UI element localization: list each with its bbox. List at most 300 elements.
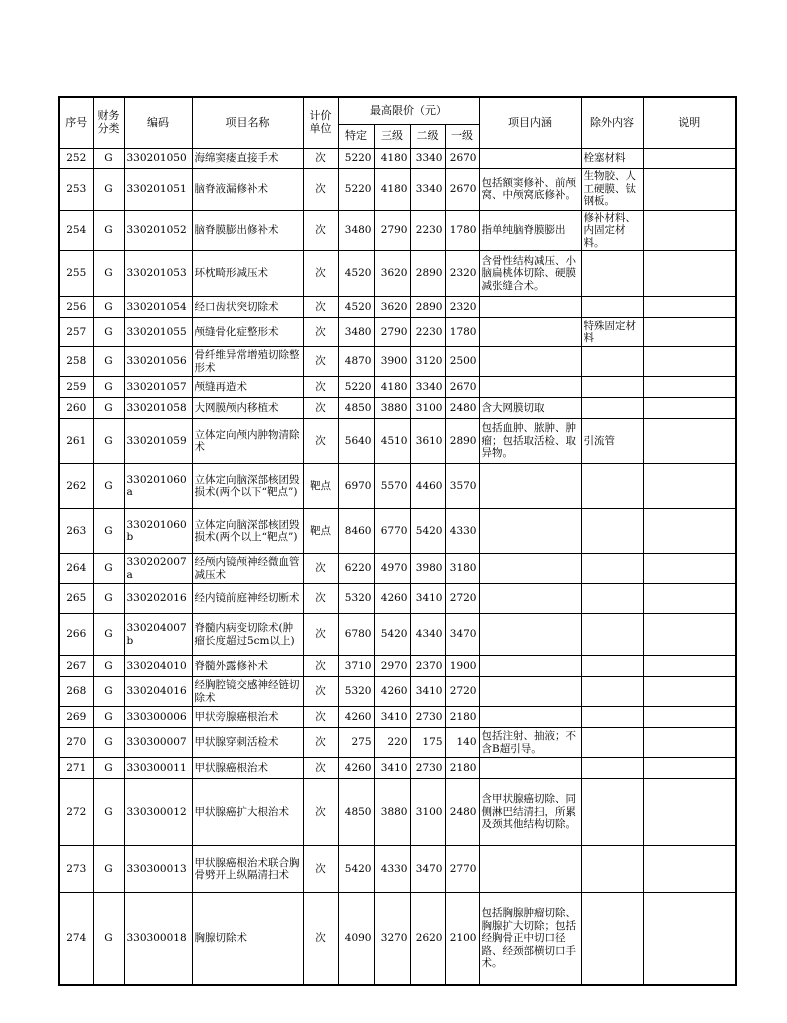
seq-cell: 262 bbox=[59, 464, 93, 509]
category-cell: G bbox=[93, 148, 124, 168]
code-cell: 330201060a bbox=[124, 464, 192, 509]
header-name: 项目名称 bbox=[192, 97, 303, 148]
price-tier2-cell: 3340 bbox=[410, 377, 445, 398]
note-cell bbox=[643, 728, 736, 758]
price-tier3-cell: 3270 bbox=[374, 893, 410, 985]
header-code: 编码 bbox=[124, 97, 192, 148]
note-cell bbox=[643, 210, 736, 251]
unit-cell: 次 bbox=[303, 347, 338, 377]
code-cell: 330201054 bbox=[124, 297, 192, 318]
content-cell bbox=[479, 554, 581, 584]
price-tier1-cell: 2720 bbox=[445, 584, 479, 614]
table-body bbox=[59, 148, 736, 985]
note-cell bbox=[643, 779, 736, 846]
price-tier1-cell: 2720 bbox=[445, 677, 479, 707]
price-special-cell: 8460 bbox=[338, 509, 374, 554]
price-tier3-cell: 3620 bbox=[374, 251, 410, 297]
table-row bbox=[59, 728, 736, 758]
price-tier2-cell: 2730 bbox=[410, 758, 445, 779]
price-tier2-cell: 2890 bbox=[410, 297, 445, 318]
note-cell bbox=[643, 419, 736, 464]
category-cell: G bbox=[93, 210, 124, 251]
price-tier1-cell: 140 bbox=[445, 728, 479, 758]
exclusion-cell bbox=[581, 677, 643, 707]
price-tier1-cell: 4330 bbox=[445, 509, 479, 554]
exclusion-cell bbox=[581, 656, 643, 677]
price-tier2-cell: 3120 bbox=[410, 347, 445, 377]
category-cell: G bbox=[93, 347, 124, 377]
table-row bbox=[59, 377, 736, 398]
exclusion-cell bbox=[581, 297, 643, 318]
exclusion-cell bbox=[581, 554, 643, 584]
exclusion-cell bbox=[581, 728, 643, 758]
price-tier2-cell: 5420 bbox=[410, 509, 445, 554]
name-cell: 经胸腔镜交感神经链切除术 bbox=[192, 677, 303, 707]
price-tier2-cell: 2890 bbox=[410, 251, 445, 297]
exclusion-cell: 特殊固定材料 bbox=[581, 318, 643, 347]
unit-cell: 次 bbox=[303, 210, 338, 251]
seq-cell: 263 bbox=[59, 509, 93, 554]
note-cell bbox=[643, 318, 736, 347]
category-cell: G bbox=[93, 779, 124, 846]
table-row bbox=[59, 614, 736, 656]
price-tier3-cell: 4180 bbox=[374, 148, 410, 168]
seq-cell: 260 bbox=[59, 398, 93, 419]
price-table bbox=[58, 96, 737, 986]
exclusion-cell bbox=[581, 584, 643, 614]
price-special-cell: 5220 bbox=[338, 148, 374, 168]
exclusion-cell: 栓塞材料 bbox=[581, 148, 643, 168]
unit-cell: 次 bbox=[303, 707, 338, 728]
note-cell bbox=[643, 656, 736, 677]
unit-cell: 次 bbox=[303, 614, 338, 656]
seq-cell: 264 bbox=[59, 554, 93, 584]
exclusion-cell: 生物胶、人工硬膜、钛钢板。 bbox=[581, 168, 643, 210]
price-tier1-cell: 2180 bbox=[445, 707, 479, 728]
unit-cell: 次 bbox=[303, 584, 338, 614]
content-cell bbox=[479, 584, 581, 614]
note-cell bbox=[643, 509, 736, 554]
code-cell: 330202007a bbox=[124, 554, 192, 584]
price-special-cell: 5640 bbox=[338, 419, 374, 464]
seq-cell: 270 bbox=[59, 728, 93, 758]
name-cell: 胸腺切除术 bbox=[192, 893, 303, 985]
price-tier3-cell: 4330 bbox=[374, 846, 410, 893]
category-cell: G bbox=[93, 584, 124, 614]
name-cell: 经颅内镜颅神经微血管减压术 bbox=[192, 554, 303, 584]
table-row bbox=[59, 846, 736, 893]
price-special-cell: 275 bbox=[338, 728, 374, 758]
seq-cell: 274 bbox=[59, 893, 93, 985]
price-special-cell: 5220 bbox=[338, 377, 374, 398]
price-tier2-cell: 3100 bbox=[410, 779, 445, 846]
exclusion-cell: 修补材料、内固定材料。 bbox=[581, 210, 643, 251]
price-tier2-cell: 3610 bbox=[410, 419, 445, 464]
unit-cell: 靶点 bbox=[303, 509, 338, 554]
unit-cell: 次 bbox=[303, 297, 338, 318]
unit-cell: 次 bbox=[303, 251, 338, 297]
price-tier2-cell: 3410 bbox=[410, 677, 445, 707]
price-special-cell: 6220 bbox=[338, 554, 374, 584]
seq-cell: 272 bbox=[59, 779, 93, 846]
table-row bbox=[59, 893, 736, 985]
header-exclusion: 除外内容 bbox=[581, 97, 643, 148]
table-row bbox=[59, 148, 736, 168]
price-special-cell: 3480 bbox=[338, 210, 374, 251]
unit-cell: 次 bbox=[303, 728, 338, 758]
table-row bbox=[59, 584, 736, 614]
price-tier3-cell: 2790 bbox=[374, 318, 410, 347]
unit-cell: 次 bbox=[303, 148, 338, 168]
price-special-cell: 4520 bbox=[338, 297, 374, 318]
price-tier2-cell: 2620 bbox=[410, 893, 445, 985]
price-tier1-cell: 2100 bbox=[445, 893, 479, 985]
content-cell bbox=[479, 677, 581, 707]
seq-cell: 252 bbox=[59, 148, 93, 168]
note-cell bbox=[643, 347, 736, 377]
header-tier-2: 二级 bbox=[410, 124, 445, 148]
category-cell: G bbox=[93, 893, 124, 985]
price-tier3-cell: 6770 bbox=[374, 509, 410, 554]
content-cell: 包括额窦修补、前颅窝、中颅窝底修补。 bbox=[479, 168, 581, 210]
category-cell: G bbox=[93, 554, 124, 584]
price-tier2-cell: 175 bbox=[410, 728, 445, 758]
price-tier2-cell: 3100 bbox=[410, 398, 445, 419]
table-row bbox=[59, 318, 736, 347]
note-cell bbox=[643, 554, 736, 584]
category-cell: G bbox=[93, 677, 124, 707]
price-special-cell: 3710 bbox=[338, 656, 374, 677]
price-special-cell: 4090 bbox=[338, 893, 374, 985]
price-tier3-cell: 3900 bbox=[374, 347, 410, 377]
seq-cell: 259 bbox=[59, 377, 93, 398]
price-tier1-cell: 2320 bbox=[445, 251, 479, 297]
code-cell: 330201058 bbox=[124, 398, 192, 419]
table-row bbox=[59, 677, 736, 707]
note-cell bbox=[643, 846, 736, 893]
seq-cell: 258 bbox=[59, 347, 93, 377]
unit-cell: 次 bbox=[303, 779, 338, 846]
price-tier3-cell: 5420 bbox=[374, 614, 410, 656]
price-tier1-cell: 2670 bbox=[445, 377, 479, 398]
header-note: 说明 bbox=[643, 97, 736, 148]
code-cell: 330201051 bbox=[124, 168, 192, 210]
price-tier1-cell: 1900 bbox=[445, 656, 479, 677]
price-tier3-cell: 4260 bbox=[374, 677, 410, 707]
seq-cell: 265 bbox=[59, 584, 93, 614]
exclusion-cell bbox=[581, 377, 643, 398]
name-cell: 颅缝骨化症整形术 bbox=[192, 318, 303, 347]
code-cell: 330201055 bbox=[124, 318, 192, 347]
category-cell: G bbox=[93, 419, 124, 464]
price-special-cell: 4260 bbox=[338, 758, 374, 779]
exclusion-cell bbox=[581, 509, 643, 554]
note-cell bbox=[643, 398, 736, 419]
code-cell: 330204010 bbox=[124, 656, 192, 677]
price-tier3-cell: 3620 bbox=[374, 297, 410, 318]
name-cell: 环枕畸形减压术 bbox=[192, 251, 303, 297]
price-tier1-cell: 3570 bbox=[445, 464, 479, 509]
code-cell: 330300013 bbox=[124, 846, 192, 893]
seq-cell: 256 bbox=[59, 297, 93, 318]
note-cell bbox=[643, 377, 736, 398]
price-tier2-cell: 3340 bbox=[410, 148, 445, 168]
name-cell: 脊髓内病变切除术(肿瘤长度超过5cm以上) bbox=[192, 614, 303, 656]
note-cell bbox=[643, 297, 736, 318]
name-cell: 甲状腺癌根治术联合胸骨劈开上纵隔清扫术 bbox=[192, 846, 303, 893]
price-tier3-cell: 3410 bbox=[374, 758, 410, 779]
price-tier3-cell: 5570 bbox=[374, 464, 410, 509]
category-cell: G bbox=[93, 728, 124, 758]
name-cell: 立体定向脑深部核团毁损术(两个以下“靶点”) bbox=[192, 464, 303, 509]
price-tier3-cell: 3880 bbox=[374, 398, 410, 419]
name-cell: 海绵窦瘘直接手术 bbox=[192, 148, 303, 168]
seq-cell: 253 bbox=[59, 168, 93, 210]
code-cell: 330201053 bbox=[124, 251, 192, 297]
table-row bbox=[59, 554, 736, 584]
name-cell: 脑脊液漏修补术 bbox=[192, 168, 303, 210]
table-row bbox=[59, 297, 736, 318]
name-cell: 大网膜颅内移植术 bbox=[192, 398, 303, 419]
unit-cell: 次 bbox=[303, 554, 338, 584]
category-cell: G bbox=[93, 318, 124, 347]
unit-cell: 次 bbox=[303, 656, 338, 677]
category-cell: G bbox=[93, 464, 124, 509]
exclusion-cell bbox=[581, 614, 643, 656]
price-special-cell: 4870 bbox=[338, 347, 374, 377]
header-tier-1: 一级 bbox=[445, 124, 479, 148]
price-tier3-cell: 4970 bbox=[374, 554, 410, 584]
price-tier3-cell: 4180 bbox=[374, 377, 410, 398]
price-tier3-cell: 3880 bbox=[374, 779, 410, 846]
exclusion-cell bbox=[581, 893, 643, 985]
note-cell bbox=[643, 251, 736, 297]
table-row bbox=[59, 419, 736, 464]
price-special-cell: 6780 bbox=[338, 614, 374, 656]
code-cell: 330202016 bbox=[124, 584, 192, 614]
code-cell: 330201059 bbox=[124, 419, 192, 464]
content-cell: 含大网膜切取 bbox=[479, 398, 581, 419]
content-cell: 包括血肿、脓肿、肿瘤；包括取活检、取异物。 bbox=[479, 419, 581, 464]
code-cell: 330201052 bbox=[124, 210, 192, 251]
price-special-cell: 4520 bbox=[338, 251, 374, 297]
table-row bbox=[59, 656, 736, 677]
seq-cell: 267 bbox=[59, 656, 93, 677]
code-cell: 330204007b bbox=[124, 614, 192, 656]
header-unit: 计价单位 bbox=[303, 97, 338, 148]
price-tier3-cell: 4260 bbox=[374, 584, 410, 614]
code-cell: 330300011 bbox=[124, 758, 192, 779]
content-cell: 含骨性结构减压、小脑扁桃体切除、硬膜减张缝合术。 bbox=[479, 251, 581, 297]
price-special-cell: 6970 bbox=[338, 464, 374, 509]
name-cell: 甲状腺癌扩大根治术 bbox=[192, 779, 303, 846]
category-cell: G bbox=[93, 251, 124, 297]
price-tier3-cell: 4510 bbox=[374, 419, 410, 464]
seq-cell: 261 bbox=[59, 419, 93, 464]
price-tier1-cell: 2480 bbox=[445, 398, 479, 419]
price-tier1-cell: 2670 bbox=[445, 148, 479, 168]
price-tier2-cell: 2230 bbox=[410, 210, 445, 251]
name-cell: 经口齿状突切除术 bbox=[192, 297, 303, 318]
table-row bbox=[59, 251, 736, 297]
category-cell: G bbox=[93, 168, 124, 210]
name-cell: 甲状腺穿刺活检术 bbox=[192, 728, 303, 758]
content-cell bbox=[479, 318, 581, 347]
price-tier1-cell: 1780 bbox=[445, 318, 479, 347]
price-special-cell: 4850 bbox=[338, 779, 374, 846]
code-cell: 330300007 bbox=[124, 728, 192, 758]
code-cell: 330201060b bbox=[124, 509, 192, 554]
table-row bbox=[59, 758, 736, 779]
price-tier2-cell: 2230 bbox=[410, 318, 445, 347]
seq-cell: 254 bbox=[59, 210, 93, 251]
table-row bbox=[59, 707, 736, 728]
content-cell bbox=[479, 707, 581, 728]
note-cell bbox=[643, 584, 736, 614]
price-tier2-cell: 3410 bbox=[410, 584, 445, 614]
seq-cell: 271 bbox=[59, 758, 93, 779]
price-tier1-cell: 2320 bbox=[445, 297, 479, 318]
unit-cell: 次 bbox=[303, 846, 338, 893]
price-tier3-cell: 2970 bbox=[374, 656, 410, 677]
exclusion-cell bbox=[581, 758, 643, 779]
content-cell: 指单纯脑脊膜膨出 bbox=[479, 210, 581, 251]
price-tier2-cell: 3340 bbox=[410, 168, 445, 210]
price-special-cell: 5320 bbox=[338, 677, 374, 707]
exclusion-cell bbox=[581, 779, 643, 846]
unit-cell: 靶点 bbox=[303, 464, 338, 509]
unit-cell: 次 bbox=[303, 677, 338, 707]
category-cell: G bbox=[93, 398, 124, 419]
note-cell bbox=[643, 614, 736, 656]
table-row bbox=[59, 464, 736, 509]
exclusion-cell: 引流管 bbox=[581, 419, 643, 464]
price-tier2-cell: 3470 bbox=[410, 846, 445, 893]
exclusion-cell bbox=[581, 707, 643, 728]
name-cell: 颅缝再造术 bbox=[192, 377, 303, 398]
unit-cell: 次 bbox=[303, 419, 338, 464]
exclusion-cell bbox=[581, 846, 643, 893]
price-tier2-cell: 2730 bbox=[410, 707, 445, 728]
content-cell bbox=[479, 509, 581, 554]
name-cell: 甲状腺癌根治术 bbox=[192, 758, 303, 779]
header-content: 项目内涵 bbox=[479, 97, 581, 148]
exclusion-cell bbox=[581, 347, 643, 377]
price-tier1-cell: 2770 bbox=[445, 846, 479, 893]
content-cell bbox=[479, 297, 581, 318]
price-special-cell: 3480 bbox=[338, 318, 374, 347]
code-cell: 330204016 bbox=[124, 677, 192, 707]
name-cell: 脑脊膜膨出修补术 bbox=[192, 210, 303, 251]
header-price-group: 最高限价（元） bbox=[338, 97, 479, 124]
note-cell bbox=[643, 893, 736, 985]
content-cell bbox=[479, 347, 581, 377]
unit-cell: 次 bbox=[303, 168, 338, 210]
category-cell: G bbox=[93, 377, 124, 398]
price-tier1-cell: 2500 bbox=[445, 347, 479, 377]
name-cell: 经内镜前庭神经切断术 bbox=[192, 584, 303, 614]
seq-cell: 255 bbox=[59, 251, 93, 297]
name-cell: 甲状旁腺癌根治术 bbox=[192, 707, 303, 728]
unit-cell: 次 bbox=[303, 398, 338, 419]
content-cell: 含甲状腺癌切除、同侧淋巴结清扫，所累及颈其他结构切除。 bbox=[479, 779, 581, 846]
unit-cell: 次 bbox=[303, 377, 338, 398]
header-tier-special: 特定 bbox=[338, 124, 374, 148]
content-cell: 包括胸腺肿瘤切除、胸腺扩大切除；包括经胸骨正中切口径路、经颈部横切口手术。 bbox=[479, 893, 581, 985]
table-row bbox=[59, 509, 736, 554]
price-tier2-cell: 4460 bbox=[410, 464, 445, 509]
note-cell bbox=[643, 758, 736, 779]
price-tier3-cell: 220 bbox=[374, 728, 410, 758]
exclusion-cell bbox=[581, 464, 643, 509]
code-cell: 330201050 bbox=[124, 148, 192, 168]
exclusion-cell bbox=[581, 398, 643, 419]
table-row bbox=[59, 398, 736, 419]
content-cell bbox=[479, 846, 581, 893]
category-cell: G bbox=[93, 509, 124, 554]
table-row bbox=[59, 779, 736, 846]
category-cell: G bbox=[93, 846, 124, 893]
price-tier2-cell: 3980 bbox=[410, 554, 445, 584]
table-header bbox=[59, 97, 736, 148]
code-cell: 330300006 bbox=[124, 707, 192, 728]
price-tier1-cell: 3180 bbox=[445, 554, 479, 584]
content-cell bbox=[479, 614, 581, 656]
note-cell bbox=[643, 677, 736, 707]
price-tier1-cell: 2890 bbox=[445, 419, 479, 464]
unit-cell: 次 bbox=[303, 893, 338, 985]
code-cell: 330300018 bbox=[124, 893, 192, 985]
name-cell: 脊髓外露修补术 bbox=[192, 656, 303, 677]
note-cell bbox=[643, 168, 736, 210]
price-tier1-cell: 3470 bbox=[445, 614, 479, 656]
table-row bbox=[59, 168, 736, 210]
header-seq: 序号 bbox=[59, 97, 93, 148]
note-cell bbox=[643, 464, 736, 509]
price-tier2-cell: 4340 bbox=[410, 614, 445, 656]
content-cell bbox=[479, 464, 581, 509]
price-tier1-cell: 2670 bbox=[445, 168, 479, 210]
price-tier3-cell: 2790 bbox=[374, 210, 410, 251]
content-cell bbox=[479, 758, 581, 779]
name-cell: 骨纤维异常增殖切除整形术 bbox=[192, 347, 303, 377]
header-tier-3: 三级 bbox=[374, 124, 410, 148]
price-special-cell: 4260 bbox=[338, 707, 374, 728]
category-cell: G bbox=[93, 614, 124, 656]
price-special-cell: 5320 bbox=[338, 584, 374, 614]
code-cell: 330300012 bbox=[124, 779, 192, 846]
price-tier1-cell: 2180 bbox=[445, 758, 479, 779]
note-cell bbox=[643, 707, 736, 728]
category-cell: G bbox=[93, 656, 124, 677]
seq-cell: 273 bbox=[59, 846, 93, 893]
price-tier1-cell: 2480 bbox=[445, 779, 479, 846]
code-cell: 330201057 bbox=[124, 377, 192, 398]
price-special-cell: 4850 bbox=[338, 398, 374, 419]
exclusion-cell bbox=[581, 251, 643, 297]
content-cell bbox=[479, 656, 581, 677]
unit-cell: 次 bbox=[303, 758, 338, 779]
price-tier3-cell: 4180 bbox=[374, 168, 410, 210]
price-tier1-cell: 1780 bbox=[445, 210, 479, 251]
price-special-cell: 5420 bbox=[338, 846, 374, 893]
table-row bbox=[59, 210, 736, 251]
seq-cell: 269 bbox=[59, 707, 93, 728]
category-cell: G bbox=[93, 297, 124, 318]
content-cell: 包括注射、抽液；不含B超引导。 bbox=[479, 728, 581, 758]
price-tier2-cell: 2370 bbox=[410, 656, 445, 677]
category-cell: G bbox=[93, 758, 124, 779]
